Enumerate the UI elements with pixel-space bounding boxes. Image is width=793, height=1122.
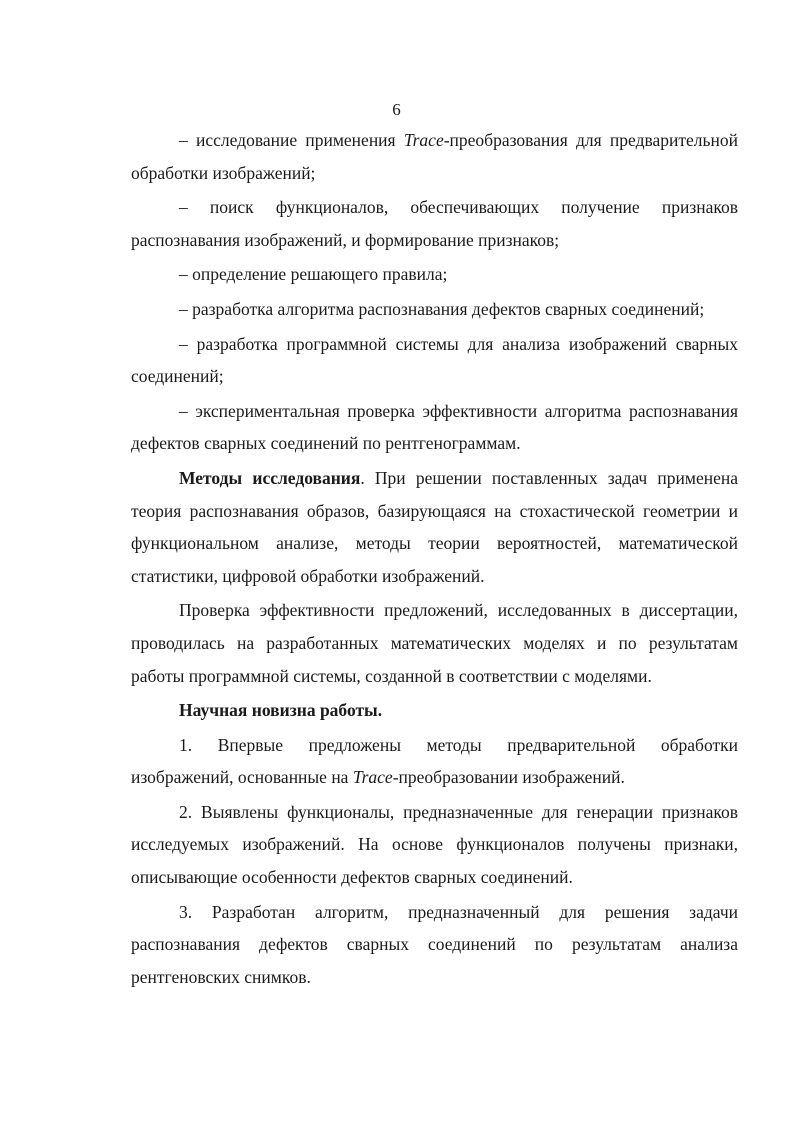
task-text: – исследование применения <box>179 130 404 150</box>
methods-text: . При решении поставленных задач применена теория распознавания образов, базирующаяся на стохастической геометрии и функциональном анализе, методы теории вероятностей, математической статистики, цифровой обработки изображений. <box>131 467 738 586</box>
task-item: – разработка программной системы для анализа изображений сварных соединений; <box>131 333 738 387</box>
body-text <box>131 124 738 993</box>
novelty-item: 3. Разработан алгоритм, предназначенный для решения задачи распознавания дефектов сварных соединений по результатам анализа рентгеновских снимков. <box>131 901 738 987</box>
methods-heading: Методы исследования <box>179 467 361 488</box>
novelty-item <box>131 729 738 794</box>
page-number: 6 <box>392 100 401 119</box>
task-item: – определение решающего правила; <box>179 264 448 285</box>
methods-paragraph <box>131 462 738 592</box>
novelty-heading: Научная новизна работы. <box>179 700 383 721</box>
novelty-item: 2. Выявлены функционалы, предназначенные для генерации признаков исследуемых изображений. На основе функционалов получены признаки, описывающие особенности дефектов сварных соединений. <box>131 801 738 888</box>
trace-term: Trace <box>403 130 444 150</box>
trace-term: Trace <box>352 767 393 788</box>
novelty-text: -преобразовании изображений. <box>392 767 625 788</box>
verification-paragraph: Проверка эффективности предложений, исследованных в диссертации, проводилась на разработанных математических моделях и по результатам работы программной системы, созданной в соответствии с моделями. <box>131 600 738 686</box>
task-text: -преобразования для предварительной обработки изображений; <box>131 130 738 183</box>
task-item <box>131 124 738 189</box>
task-item: – разработка алгоритма распознавания дефектов сварных соединений; <box>179 298 705 319</box>
task-item: – поиск функционалов, обеспечивающих получение признаков распознавания изображений, и формирование признаков; <box>131 197 738 250</box>
task-item: – экспериментальная проверка эффективности алгоритма распознавания дефектов сварных соединений по рентгенограммам. <box>131 400 738 454</box>
novelty-text: 1. Впервые предложены методы предварительной обработки изображений, основанные на <box>131 734 738 788</box>
